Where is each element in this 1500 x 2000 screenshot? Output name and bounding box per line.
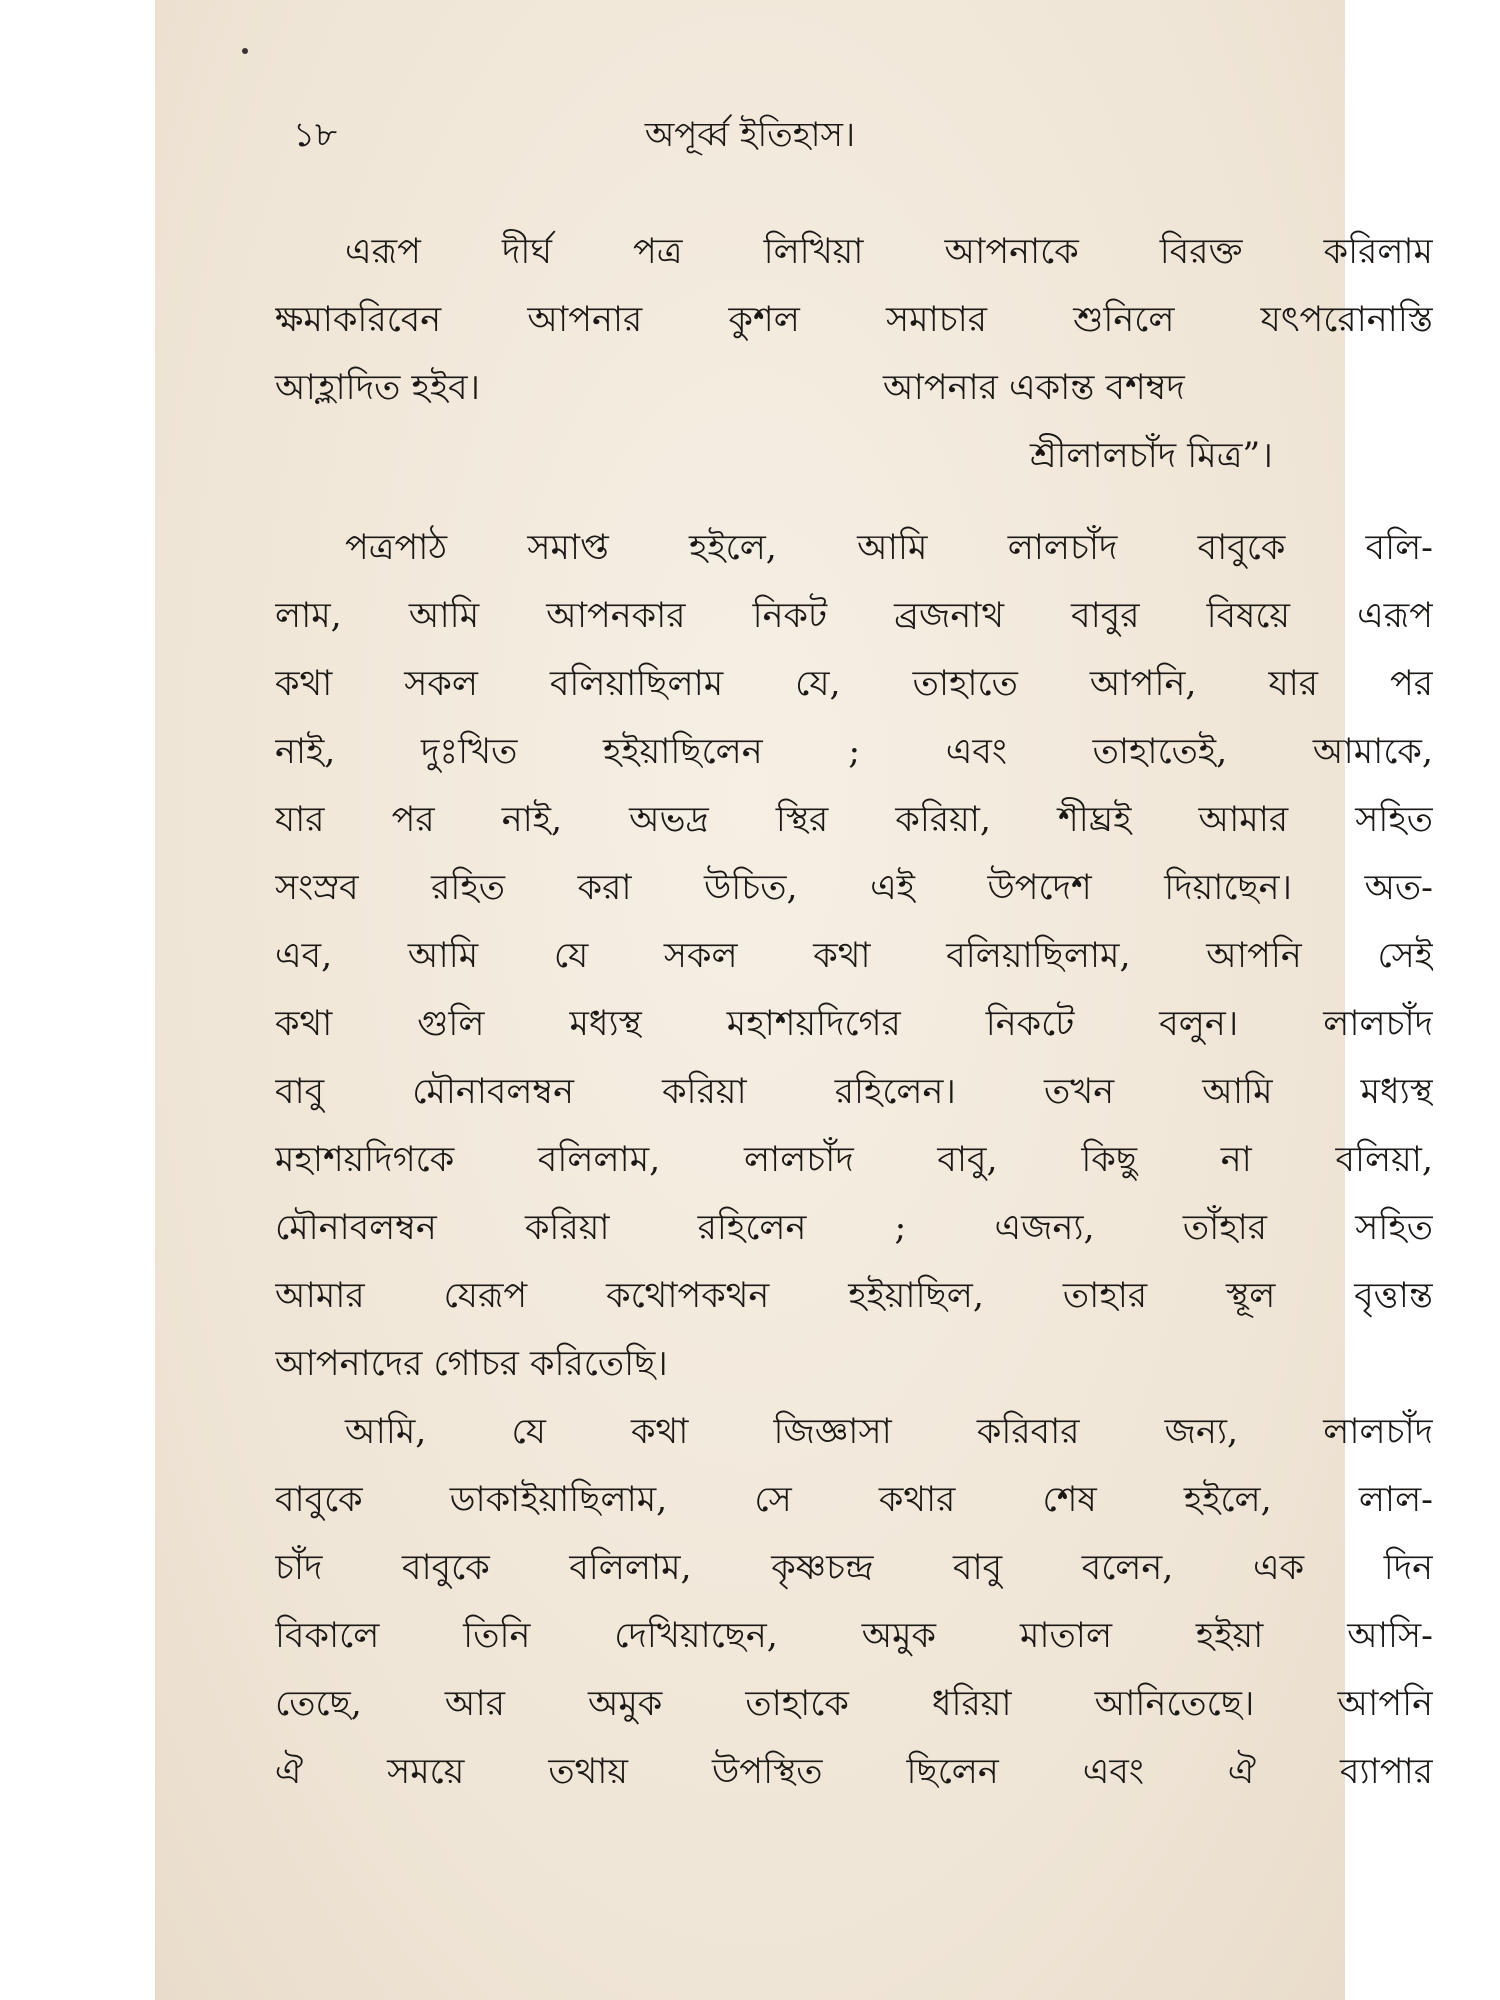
- running-head: অপূর্ব্ব ইতিহাস।: [644, 115, 856, 155]
- text-line: পত্রপাঠ সমাপ্ত হইলে, আমি লালচাঁদ বাবুকে বলি-: [345, 528, 1433, 568]
- text-line: ক্ষমাকরিবেন আপনার কুশল সমাচার শুনিলে যৎপরোনাস্তি: [275, 300, 1433, 340]
- text-line: মহাশয়দিগকে বলিলাম, লালচাঁদ বাবু, কিছু না বলিয়া,: [275, 1140, 1433, 1180]
- signature: শ্রীলালচাঁদ মিত্র”।: [1030, 436, 1273, 476]
- page-header: [155, 110, 1345, 160]
- text-line: ঐ সময়ে তথায় উপস্থিত ছিলেন এবং ঐ ব্যাপার: [275, 1752, 1433, 1792]
- body-text: [275, 218, 1433, 1806]
- text-line: নাই, দুঃখিত হইয়াছিলেন ; এবং তাহাতেই, আমাকে,: [275, 732, 1433, 772]
- text-line: বাবুকে ডাকাইয়াছিলাম, সে কথার শেষ হইলে, লাল-: [275, 1480, 1433, 1520]
- text-line: কথা গুলি মধ্যস্থ মহাশয়দিগের নিকটে বলুন। লালচাঁদ: [275, 1004, 1433, 1044]
- text-line: যার পর নাই, অভদ্র স্থির করিয়া, শীঘ্রই আমার সহিত: [275, 800, 1433, 840]
- closing-row: [275, 354, 1433, 422]
- text-line: আমি, যে কথা জিজ্ঞাসা করিবার জন্য, লালচাঁদ: [345, 1412, 1433, 1452]
- text-line: এরূপ দীর্ঘ পত্র লিখিয়া আপনাকে বিরক্ত করিলাম: [345, 232, 1433, 272]
- text-line: আপনাদের গোচর করিতেছি।: [275, 1344, 668, 1384]
- closing-left: আহ্লাদিত হইব।: [275, 368, 481, 408]
- text-line: লাম, আমি আপনকার নিকট ব্রজনাথ বাবুর বিষয়ে এরূপ: [275, 596, 1433, 636]
- text-line: চাঁদ বাবুকে বলিলাম, কৃষ্ণচন্দ্র বাবু বলেন, এক দিন: [275, 1548, 1433, 1588]
- text-line: বিকালে তিনি দেখিয়াছেন, অমুক মাতাল হইয়া আসি-: [275, 1616, 1433, 1656]
- text-line: এব, আমি যে সকল কথা বলিয়াছিলাম, আপনি সেই: [275, 936, 1433, 976]
- book-page: [155, 0, 1433, 2000]
- ink-speck: [242, 48, 248, 54]
- page-number: ১৮: [293, 115, 338, 155]
- text-line: সংস্রব রহিত করা উচিত, এই উপদেশ দিয়াছেন। অত-: [275, 868, 1433, 908]
- text-line: বাবু মৌনাবলম্বন করিয়া রহিলেন। তখন আমি মধ্যস্থ: [275, 1072, 1433, 1112]
- text-line: কথা সকল বলিয়াছিলাম যে, তাহাতে আপনি, যার পর: [275, 664, 1433, 704]
- text-line: তেছে, আর অমুক তাহাকে ধরিয়া আনিতেছে। আপনি: [275, 1684, 1433, 1724]
- closing-right: আপনার একান্ত বশম্বদ: [883, 368, 1185, 408]
- text-line: মৌনাবলম্বন করিয়া রহিলেন ; এজন্য, তাঁহার সহিত: [275, 1208, 1433, 1248]
- text-line: আমার যেরূপ কথোপকথন হইয়াছিল, তাহার স্থূল বৃত্তান্ত: [275, 1276, 1433, 1316]
